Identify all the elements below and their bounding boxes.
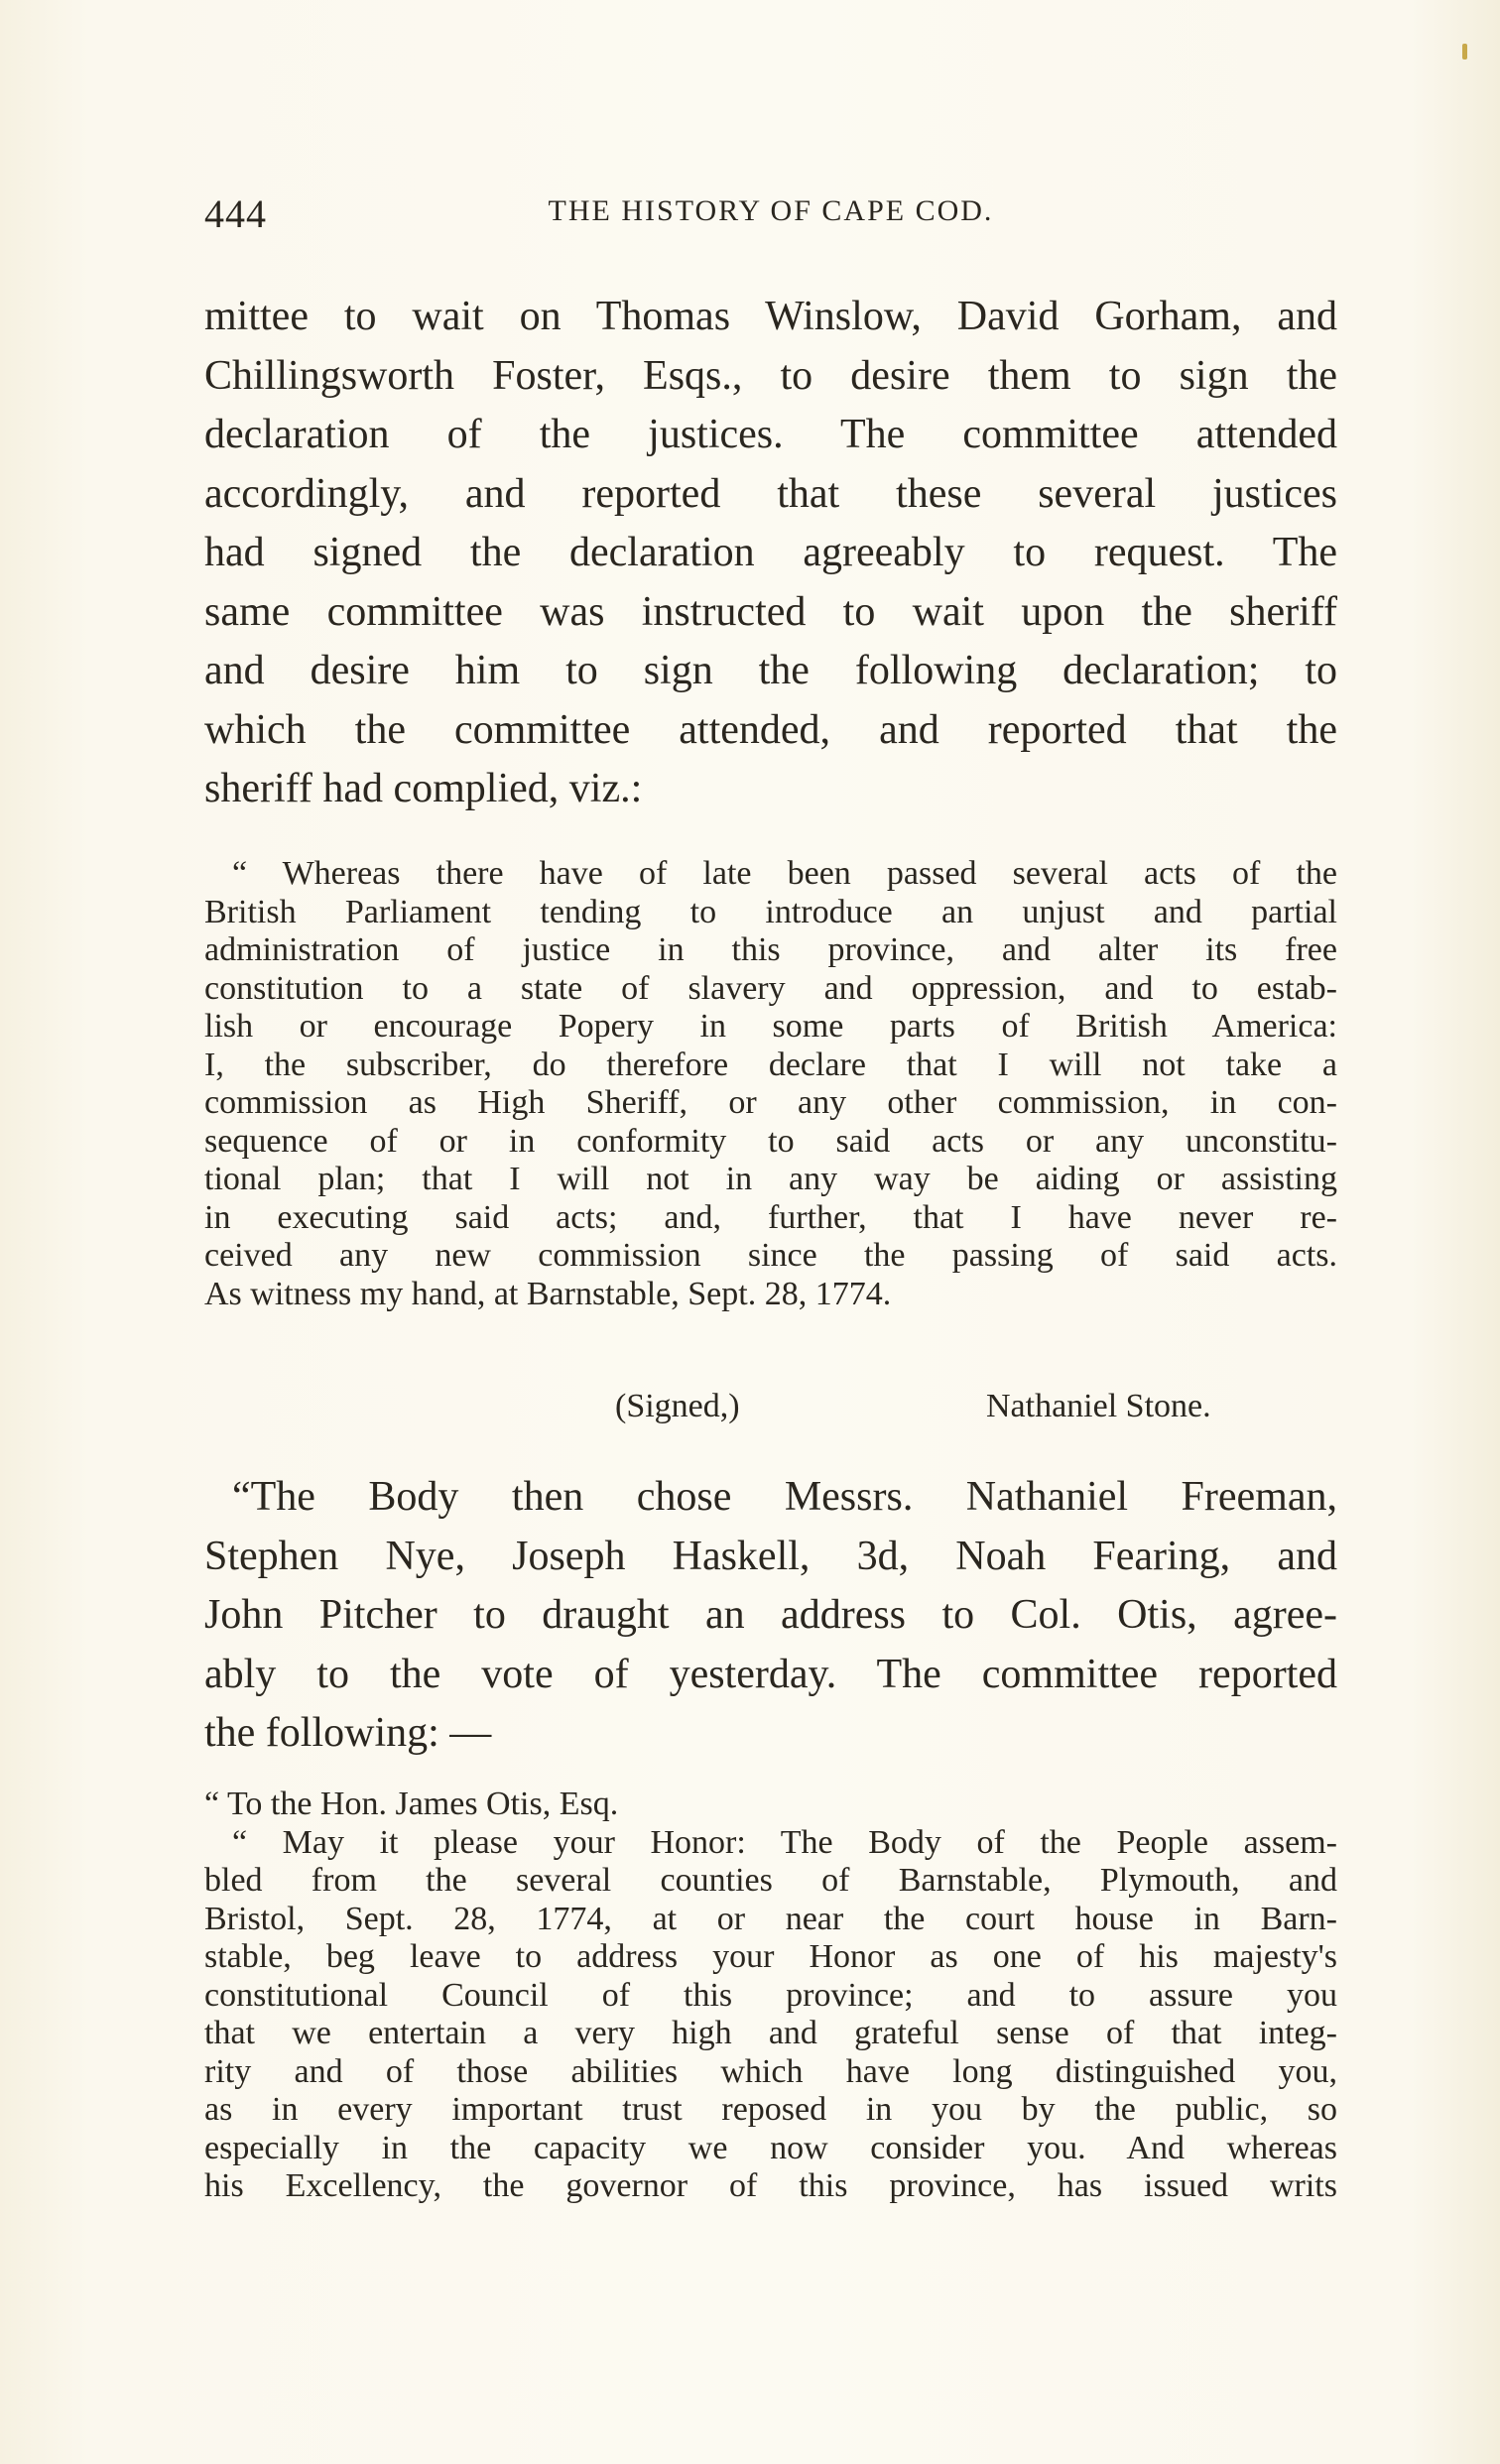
- sheriff-declaration: [204, 855, 1337, 1313]
- text-line: mittee to wait on Thomas Winslow, David Gorham, and: [204, 294, 1337, 339]
- text-line: constitutional Council of this province; and to assure you: [204, 1976, 1337, 2014]
- text-line: especially in the capacity we now consider you. And whereas: [204, 2129, 1337, 2166]
- text-line: I, the subscriber, do therefore declare that I will not take a: [204, 1046, 1337, 1083]
- paragraph-committee: [204, 288, 1337, 819]
- text-line: which the committee attended, and reported that the: [204, 706, 1337, 753]
- text-line: As witness my hand, at Barnstable, Sept. 28, 1774.: [204, 1275, 892, 1312]
- text-line: had signed the declaration agreeably to request. The: [204, 530, 1337, 575]
- address-salutation: “ To the Hon. James Otis, Esq.: [204, 1786, 619, 1822]
- text-line: and desire him to sign the following declaration; to: [204, 648, 1337, 693]
- text-line: stable, beg leave to address your Honor as one of his majesty's: [204, 1938, 1337, 1975]
- page-header: [204, 190, 1337, 240]
- signed-label: (Signed,): [615, 1388, 740, 1424]
- text-line: ceived any new commission since the passing of said acts.: [204, 1237, 1337, 1274]
- text-line: John Pitcher to draught an address to Col. Otis, agree-: [204, 1592, 1337, 1638]
- text-line: administration of justice in this province, and alter its free: [204, 931, 1337, 968]
- text-line: as in every important trust reposed in you by the public, so: [204, 2091, 1337, 2128]
- text-line: same committee was instructed to wait upon the sheriff: [204, 588, 1337, 635]
- text-line: that we entertain a very high and grateful sense of that integ-: [204, 2015, 1337, 2051]
- text-line: tional plan; that I will not in any way be aiding or assisting: [204, 1161, 1337, 1197]
- address-to-otis: [204, 1786, 1337, 2206]
- text-line: accordingly, and reported that these several justices: [204, 470, 1337, 517]
- text-line: his Excellency, the governor of this province, has issued writs: [204, 2167, 1337, 2204]
- text-line: “The Body then chose Messrs. Nathaniel Freeman,: [232, 1474, 1337, 1520]
- text-line: “ May it please your Honor: The Body of the People assem-: [232, 1823, 1337, 1861]
- text-line: ably to the vote of yesterday. The committee reported: [204, 1651, 1337, 1697]
- text-line: the following: —: [204, 1710, 492, 1756]
- running-title: THE HISTORY OF CAPE COD.: [548, 194, 994, 227]
- text-line: rity and of those abilities which have long distinguished you,: [204, 2052, 1337, 2090]
- margin-mark: [1462, 44, 1467, 60]
- text-line: Chillingsworth Foster, Esqs., to desire them to sign the: [204, 352, 1337, 399]
- text-line: commission as High Sheriff, or any other commission, in con-: [204, 1084, 1337, 1121]
- text-line: lish or encourage Popery in some parts of British America:: [204, 1008, 1337, 1045]
- text-line: sequence of or in conformity to said acts or any unconstitu-: [204, 1122, 1337, 1160]
- text-line: sheriff had complied, viz.:: [204, 766, 643, 811]
- text-line: in executing said acts; and, further, that I have never re-: [204, 1198, 1337, 1236]
- text-line: declaration of the justices. The committee attended: [204, 412, 1337, 457]
- text-line: British Parliament tending to introduce an unjust and partial: [204, 893, 1337, 930]
- text-line: constitution to a state of slavery and oppression, and to estab-: [204, 969, 1337, 1007]
- text-line: Stephen Nye, Joseph Haskell, 3d, Noah Fearing, and: [204, 1533, 1337, 1579]
- page-number: 444: [204, 191, 267, 236]
- text-line: bled from the several counties of Barnstable, Plymouth, and: [204, 1862, 1337, 1899]
- signer-name: Nathaniel Stone.: [986, 1388, 1211, 1424]
- text-line: “ Whereas there have of late been passed several acts of the: [232, 855, 1337, 892]
- text-line: Bristol, Sept. 28, 1774, at or near the court house in Barn-: [204, 1900, 1337, 1937]
- paragraph-body-chose: [204, 1468, 1337, 1764]
